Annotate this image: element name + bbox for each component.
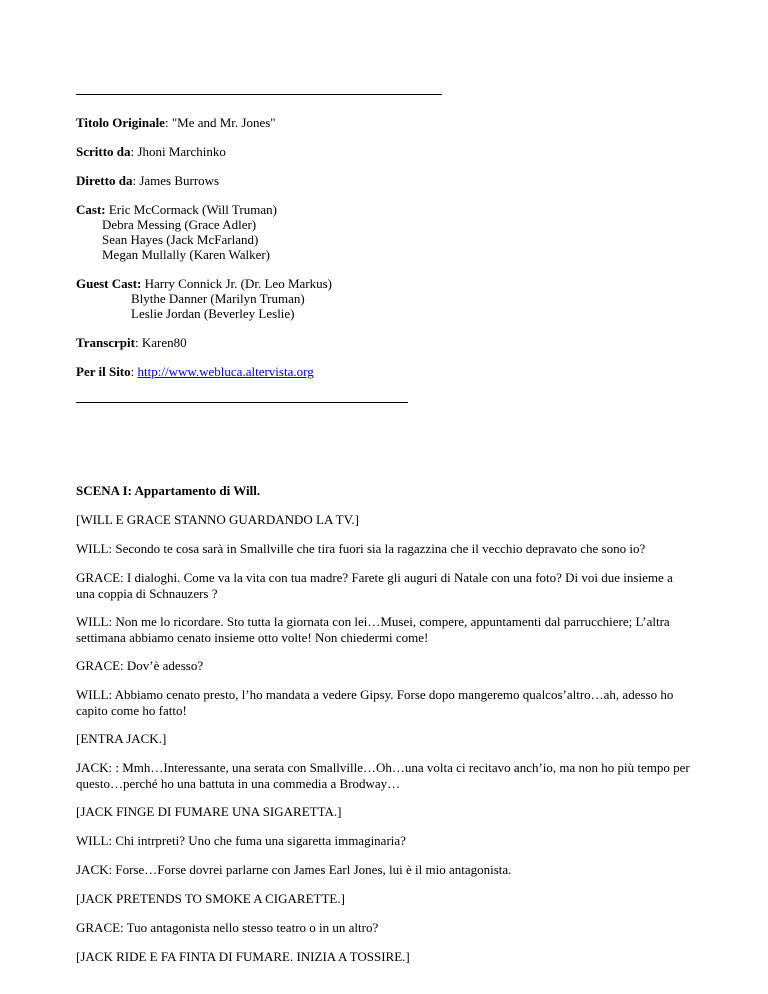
site-line	[76, 364, 314, 380]
cast-member: Sean Hayes (Jack McFarland)	[102, 232, 259, 247]
guest-cast-member: Leslie Jordan (Beverley Leslie)	[131, 306, 295, 321]
directed-by-line	[76, 173, 219, 189]
script-line: JACK: Forse…Forse dovrei parlarne con James Earl Jones, lui è il mio antagonista.	[76, 862, 512, 877]
transcript-line	[76, 335, 187, 351]
guest-cast-member: Harry Connick Jr. (Dr. Leo Markus)	[144, 276, 332, 291]
original-title-line	[76, 115, 276, 131]
script-line: [WILL E GRACE STANNO GUARDANDO LA TV.]	[76, 512, 359, 527]
cast-label: Cast:	[76, 202, 106, 217]
top-divider	[76, 94, 442, 95]
script-line: [JACK RIDE E FA FINTA DI FUMARE. INIZIA A TOSSIRE.]	[76, 949, 410, 964]
script-line: WILL: Chi intrpreti? Uno che fuma una sigaretta immaginaria?	[76, 833, 406, 848]
bottom-divider	[76, 402, 408, 403]
scene-heading-text: SCENA I: Appartamento di Will.	[76, 483, 261, 498]
original-title-value: : "Me and Mr. Jones"	[164, 115, 276, 130]
guest-cast-member: Blythe Danner (Marilyn Truman)	[131, 291, 305, 306]
site-link[interactable]: http://www.webluca.altervista.org	[137, 364, 314, 379]
cast-member: Megan Mullally (Karen Walker)	[102, 247, 271, 262]
script-line: [JACK FINGE DI FUMARE UNA SIGARETTA.]	[76, 804, 342, 819]
cast-member: Eric McCormack (Will Truman)	[108, 202, 277, 217]
script-line: GRACE: Tuo antagonista nello stesso teatro o in un altro?	[76, 920, 379, 935]
cast-line	[76, 202, 277, 218]
script-line: WILL: Non me lo ricordare. Sto tutta la giornata con lei…Musei, compere, appuntamenti dal parrucchiere; L’altra settimana abbiamo cenato insieme otto volte! Non chiedermi come!	[76, 614, 670, 645]
cast-member: Debra Messing (Grace Adler)	[102, 217, 257, 232]
script-line: GRACE: I dialoghi. Come va la vita con tua madre? Farete gli auguri di Natale con una foto? Di voi due insieme a una coppia di Schnauzers ?	[76, 570, 673, 601]
site-separator: :	[130, 364, 138, 379]
guest-cast-line	[76, 276, 332, 292]
transcript-value: : Karen80	[134, 335, 187, 350]
script-line: WILL: Abbiamo cenato presto, l’ho mandata a vedere Gipsy. Forse dopo mangeremo qualcos’altro…ah, adesso ho capito come ho fatto!	[76, 687, 674, 718]
original-title-label: Titolo Originale	[76, 115, 165, 130]
transcript-label: Transcrpit	[76, 335, 135, 350]
written-by-line	[76, 144, 226, 160]
script-line: [ENTRA JACK.]	[76, 731, 167, 746]
scene-heading	[76, 483, 260, 499]
written-by-value: : Jhoni Marchinko	[130, 144, 226, 159]
script-line: GRACE: Dov’è adesso?	[76, 658, 204, 673]
written-by-label: Scritto da	[76, 144, 131, 159]
script-line: JACK: : Mmh…Interessante, una serata con Smallville…Oh…una volta ci recitavo anch’io, ma non ho più tempo per questo…perché ho una battuta in una commedia a Brodway…	[76, 760, 690, 791]
script-line: [JACK PRETENDS TO SMOKE A CIGARETTE.]	[76, 891, 345, 906]
script-line: WILL: Secondo te cosa sarà in Smallville che tira fuori sia la ragazzina che il vecchio depravato che sono io?	[76, 541, 646, 556]
site-label: Per il Sito	[76, 364, 131, 379]
guest-cast-label: Guest Cast:	[76, 276, 142, 291]
directed-by-label: Diretto da	[76, 173, 133, 188]
directed-by-value: : James Burrows	[132, 173, 220, 188]
